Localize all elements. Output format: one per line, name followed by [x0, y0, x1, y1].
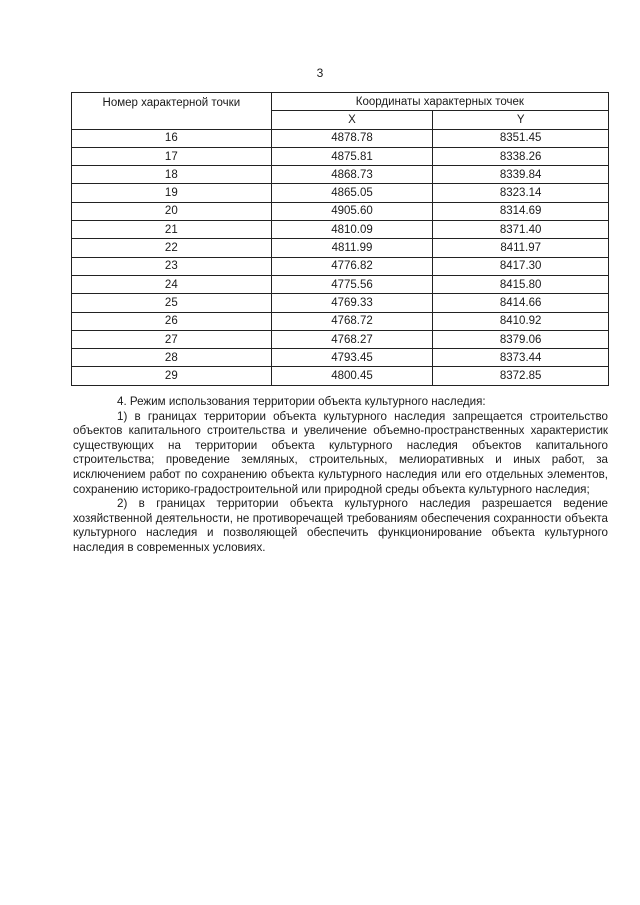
table-row: [72, 239, 609, 257]
y-coordinate-cell: 8323.14: [433, 184, 609, 202]
y-coordinate-cell: 8351.45: [433, 129, 609, 147]
table-row: [72, 166, 609, 184]
x-coordinate-cell: 4775.56: [271, 275, 433, 293]
section-heading: 4. Режим использования территории объекта культурного наследия:: [117, 395, 486, 408]
x-coordinate-cell: 4905.60: [271, 202, 433, 220]
y-coordinate-cell: 8371.40: [433, 221, 609, 239]
regime-section: [73, 395, 608, 556]
point-number-cell: 19: [72, 184, 272, 202]
point-number-cell: 20: [72, 202, 272, 220]
x-coordinate-cell: 4768.27: [271, 330, 433, 348]
point-number-cell: 17: [72, 147, 272, 165]
x-coordinate-cell: 4865.05: [271, 184, 433, 202]
y-coordinate-cell: 8379.06: [433, 330, 609, 348]
table-body: [72, 129, 609, 385]
table-row: [72, 221, 609, 239]
table-row: [72, 349, 609, 367]
table-row: [72, 202, 609, 220]
x-coordinate-cell: 4793.45: [271, 349, 433, 367]
x-coordinate-cell: 4875.81: [271, 147, 433, 165]
table-row: [72, 257, 609, 275]
y-coordinate-cell: 8410.92: [433, 312, 609, 330]
table-header-row: [72, 93, 609, 111]
y-coordinate-cell: 8417.30: [433, 257, 609, 275]
table-row: [72, 312, 609, 330]
table-row: [72, 147, 609, 165]
x-coordinate-cell: 4811.99: [271, 239, 433, 257]
coordinates-table: [71, 92, 609, 386]
y-coordinate-cell: 8372.85: [433, 367, 609, 385]
header-x: X: [271, 111, 433, 129]
table-row: [72, 330, 609, 348]
x-coordinate-cell: 4769.33: [271, 294, 433, 312]
x-coordinate-cell: 4810.09: [271, 221, 433, 239]
point-number-cell: 18: [72, 166, 272, 184]
y-coordinate-cell: 8373.44: [433, 349, 609, 367]
paragraph-prohibitions: 1) в границах территории объекта культурного наследия запрещается строительство объектов капитального строительства и увеличение объемно-пространственных характеристик существующих на территории объекта культурного наследия объектов капитального строительства; проведение земляных, строительных, мелиоративных и иных работ, за исключением работ по сохранению объекта культурного наследия или его отдельных элементов, сохранению историко-градостроительной или природной среды объекта культурного наследия;: [73, 409, 608, 496]
point-number-cell: 22: [72, 239, 272, 257]
y-coordinate-cell: 8338.26: [433, 147, 609, 165]
point-number-cell: 16: [72, 129, 272, 147]
header-coordinates: Координаты характерных точек: [271, 93, 608, 111]
point-number-cell: 28: [72, 349, 272, 367]
x-coordinate-cell: 4868.73: [271, 166, 433, 184]
table-row: [72, 275, 609, 293]
y-coordinate-cell: 8415.80: [433, 275, 609, 293]
header-point-number: Номер характерной точки: [72, 93, 272, 130]
x-coordinate-cell: 4776.82: [271, 257, 433, 275]
point-number-cell: 26: [72, 312, 272, 330]
table-row: [72, 367, 609, 385]
y-coordinate-cell: 8414.66: [433, 294, 609, 312]
x-coordinate-cell: 4878.78: [271, 129, 433, 147]
table-row: [72, 129, 609, 147]
point-number-cell: 29: [72, 367, 272, 385]
point-number-cell: 23: [72, 257, 272, 275]
point-number-cell: 21: [72, 221, 272, 239]
y-coordinate-cell: 8314.69: [433, 202, 609, 220]
table-row: [72, 184, 609, 202]
x-coordinate-cell: 4768.72: [271, 312, 433, 330]
table-row: [72, 294, 609, 312]
point-number-cell: 24: [72, 275, 272, 293]
header-y: Y: [433, 111, 609, 129]
paragraph-permissions: 2) в границах территории объекта культурного наследия разрешается ведение хозяйственной деятельности, не противоречащей требованиям обеспечения сохранности объекта культурного наследия и позволяющей обеспечить функционирование объекта культурного наследия в современных условиях.: [73, 497, 608, 554]
y-coordinate-cell: 8411.97: [433, 239, 609, 257]
point-number-cell: 25: [72, 294, 272, 312]
x-coordinate-cell: 4800.45: [271, 367, 433, 385]
page-number: 3: [316, 66, 324, 80]
point-number-cell: 27: [72, 330, 272, 348]
y-coordinate-cell: 8339.84: [433, 166, 609, 184]
